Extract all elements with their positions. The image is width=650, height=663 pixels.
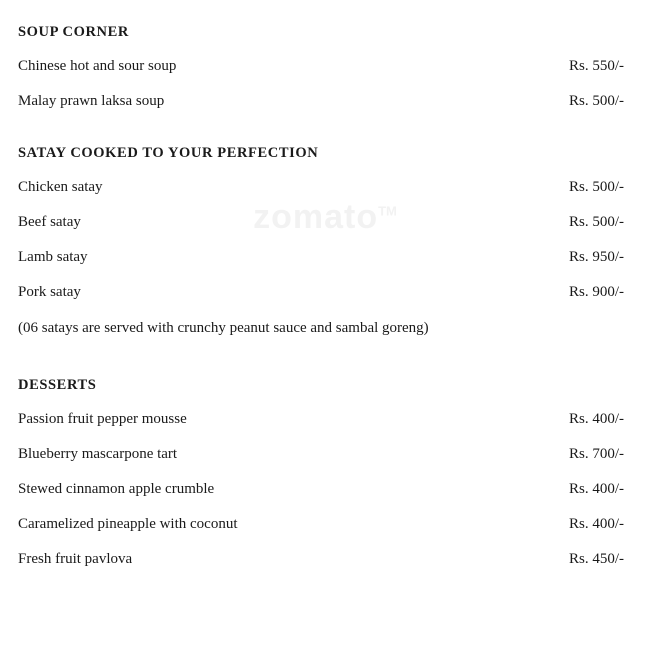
menu-item-name: Beef satay [18,214,81,230]
menu-item-name: Caramelized pineapple with coconut [18,516,238,532]
menu-item-price: Rs. 400/- [568,411,624,427]
menu-item [18,275,624,310]
menu-item [18,402,624,437]
menu-item-name: Stewed cinnamon apple crumble [18,481,215,497]
section-title: SOUP CORNER [18,24,129,40]
menu-item-price: Rs. 450/- [568,551,624,567]
menu-item [18,507,624,542]
watermark-text: zomato [253,198,379,236]
menu-item-price: Rs. 500/- [568,179,624,195]
menu-item-price: Rs. 550/- [568,58,624,74]
menu-item-name: Lamb satay [18,249,88,265]
menu-section-desserts [18,367,624,577]
section-note: (06 satays are served with crunchy peanut sauce and sambal goreng) [18,320,429,336]
section-title: SATAY COOKED TO YOUR PERFECTION [18,145,319,161]
watermark-trademark: TM [378,203,397,219]
menu-item [18,170,624,205]
menu-item [18,437,624,472]
menu-item-price: Rs. 950/- [568,249,624,265]
menu-item [18,205,624,240]
section-spacer [18,119,624,135]
menu-item-name: Blueberry mascarpone tart [18,446,178,462]
menu-item-name: Chicken satay [18,179,103,195]
menu-item [18,84,624,119]
menu-item-name: Fresh fruit pavlova [18,551,133,567]
menu-section-soup-corner [18,14,624,119]
menu-item-price: Rs. 900/- [568,284,624,300]
menu-item [18,472,624,507]
section-title: DESSERTS [18,377,97,393]
menu-item-price: Rs. 500/- [568,214,624,230]
menu-item [18,542,624,577]
menu-item-price: Rs. 700/- [568,446,624,462]
menu-item-price: Rs. 500/- [568,93,624,109]
menu-item-name: Passion fruit pepper mousse [18,411,187,427]
menu-item-price: Rs. 400/- [568,481,624,497]
menu-item [18,240,624,275]
menu-section-satay [18,135,624,343]
menu-item [18,49,624,84]
menu-item-name: Chinese hot and sour soup [18,58,177,74]
menu-item-price: Rs. 400/- [568,516,624,532]
section-spacer [18,343,624,367]
menu-item-name: Malay prawn laksa soup [18,93,165,109]
menu-item-name: Pork satay [18,284,81,300]
